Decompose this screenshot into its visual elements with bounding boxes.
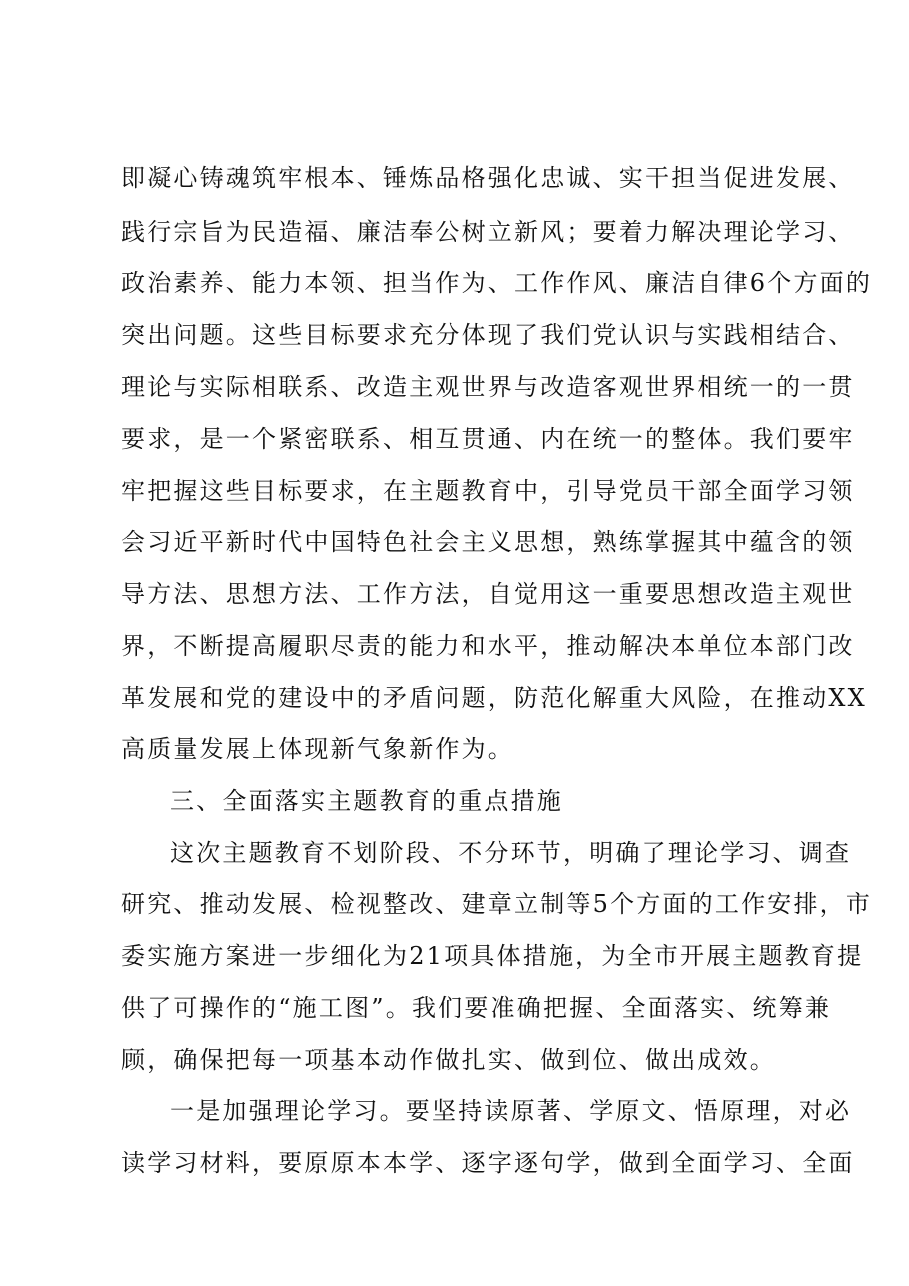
text-line: 导方法、思想方法、工作方法，自觉用这一重要思想改造主观世	[121, 580, 855, 608]
text-line: 高质量发展上体现新气象新作为。	[121, 735, 514, 763]
text-line: 要求，是一个紧密联系、相互贯通、内在统一的整体。我们要牢	[121, 425, 855, 453]
text-line: 读学习材料，要原原本本学、逐字逐句学，做到全面学习、全面	[121, 1149, 855, 1177]
text-line: 研究、推动发展、检视整改、建章立制等5个方面的工作安排，市	[121, 890, 873, 918]
text-line: 政治素养、能力本领、担当作为、工作作风、廉洁自律6个方面的	[121, 269, 873, 297]
text-line: 顾，确保把每一项基本动作做扎实、做到位、做出成效。	[121, 1046, 776, 1074]
text-line: 理论与实际相联系、改造主观世界与改造客观世界相统一的一贯	[121, 373, 855, 401]
text-line: 即凝心铸魂筑牢根本、锤炼品格强化忠诚、实干担当促进发展、	[121, 164, 855, 192]
text-line: 委实施方案进一步细化为21项具体措施，为全市开展主题教育提	[121, 942, 864, 970]
section-heading: 三、全面落实主题教育的重点措施	[170, 787, 563, 815]
text-line: 践行宗旨为民造福、廉洁奉公树立新风；要着力解决理论学习、	[121, 218, 855, 246]
text-line: 一是加强理论学习。要坚持读原著、学原文、悟原理，对必	[170, 1097, 852, 1125]
text-line: 这次主题教育不划阶段、不分环节，明确了理论学习、调查	[170, 839, 852, 867]
text-line: 会习近平新时代中国特色社会主义思想，熟练掌握其中蕴含的领	[121, 528, 855, 556]
text-line: 革发展和党的建设中的矛盾问题，防范化解重大风险，在推动XX	[121, 684, 867, 712]
text-line: 牢把握这些目标要求，在主题教育中，引导党员干部全面学习领	[121, 477, 855, 505]
text-line: 突出问题。这些目标要求充分体现了我们党认识与实践相结合、	[121, 321, 855, 349]
text-line: 供了可操作的“施工图”。我们要准确把握、全面落实、统筹兼	[121, 994, 832, 1022]
text-line: 界，不断提高履职尽责的能力和水平，推动解决本单位本部门改	[121, 632, 855, 660]
